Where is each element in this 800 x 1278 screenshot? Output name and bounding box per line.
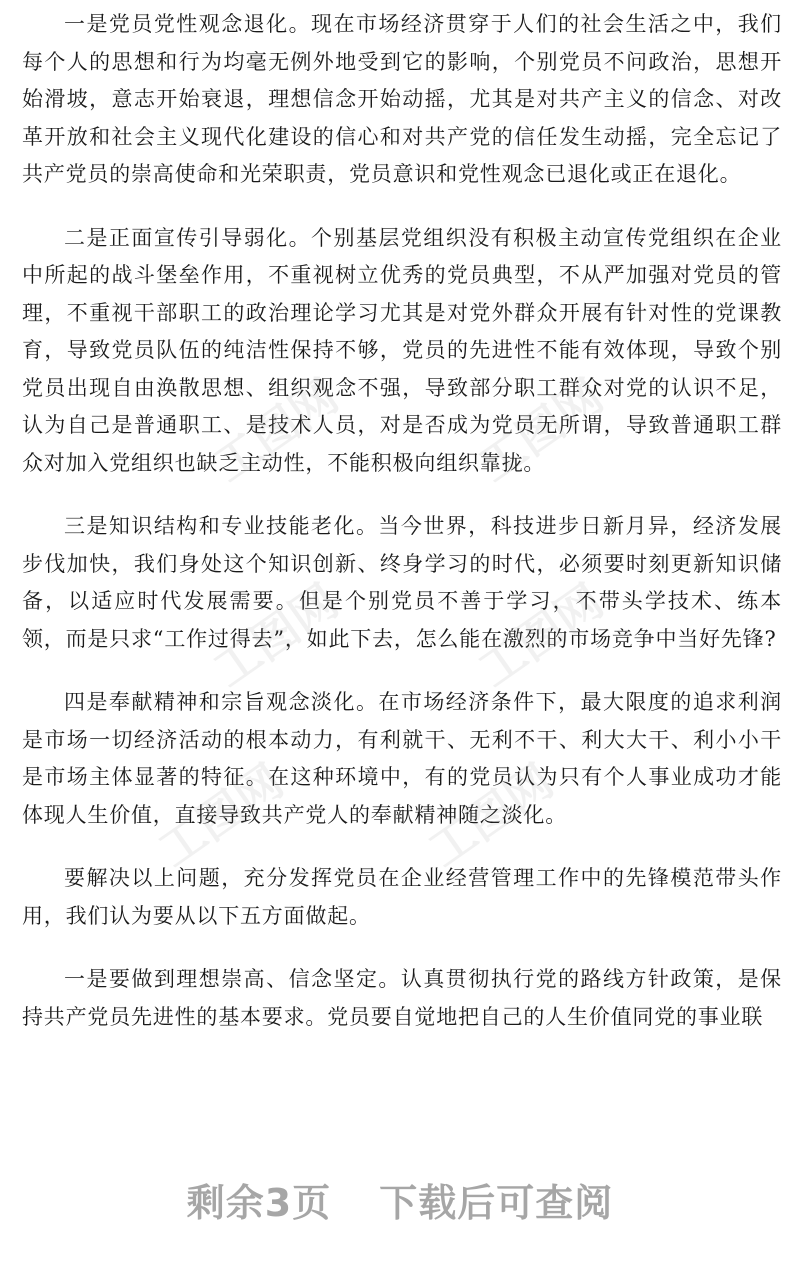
paragraph-6: 一是要做到理想崇高、信念坚定。认真贯彻执行党的路线方针政策，是保持共产党员先进性的基本要求。党员要自觉地把自己的人生价值同党的事业联 [22, 967, 782, 1029]
paragraph-2: 二是正面宣传引导弱化。个别基层党组织没有积极主动宣传党组织在企业中所起的战斗堡垒作用，不重视树立优秀的党员典型，不从严加强对党员的管理，不重视干部职工的政治理论学习尤其是对党外群众开展有针对性的党课教育，导致党员队伍的纯洁性保持不够，党员的先进性不能有效体现，导致个别党员出现自由涣散思想、组织观念不强，导致部分职工群众对党的认识不足，认为自己是普通职工、是技术人员，对是否成为党员无所谓，导致普通职工群众对加入党组织也缺乏主动性，不能积极向组织靠拢。 [22, 225, 782, 475]
paragraph-5: 要解决以上问题，充分发挥党员在企业经营管理工作中的先锋模范带头作用，我们认为要从以下五方面做起。 [22, 866, 782, 928]
paragraph-1: 一是党员党性观念退化。现在市场经济贯穿于人们的社会生活之中，我们每个人的思想和行为均毫无例外地受到它的影响，个别党员不问政治，思想开始滑坡，意志开始衰退，理想信念开始动摇，尤其是对共产主义的信念、对改革开放和社会主义现代化建设的信心和对共产党的信任发生动摇，完全忘记了共产党员的崇高使命和光荣职责，党员意识和党性观念已退化或正在退化。 [22, 12, 782, 186]
watermark-2: 工图网 [468, 368, 613, 493]
document-body [22, 6, 782, 1062]
watermark-4: 工图网 [468, 573, 613, 698]
paragraph-3: 三是知识结构和专业技能老化。当今世界，科技进步日新月异，经济发展步伐加快，我们身处这个知识创新、终身学习的时代，必须要时刻更新知识储备，以适应时代发展需要。但是个别党员不善于学习，不带头学技术、练本领，而是只求“工作过得去”，如此下去，怎么能在激烈的市场竞争中当好先锋? [22, 514, 782, 651]
watermark-3: 工图网 [203, 573, 348, 698]
watermark-1: 工图网 [203, 368, 348, 493]
paragraph-4: 四是奉献精神和宗旨观念淡化。在市场经济条件下，最大限度的追求利润是市场一切经济活动的根本动力，有利就干、无利不干、利大大干、利小小干是市场主体显著的特征。在这种环境中，有的党员认为只有个人事业成功才能体现人生价值，直接导致共产党人的奉献精神随之淡化。 [22, 690, 782, 827]
watermark-5: 工图网 [148, 753, 293, 878]
watermark-6: 工图网 [418, 753, 563, 878]
download-to-view-label[interactable]: 下载后可查阅 [379, 1181, 614, 1225]
remaining-pages-label[interactable]: 剩余3页 [186, 1181, 332, 1225]
download-prompt[interactable] [0, 1172, 800, 1227]
